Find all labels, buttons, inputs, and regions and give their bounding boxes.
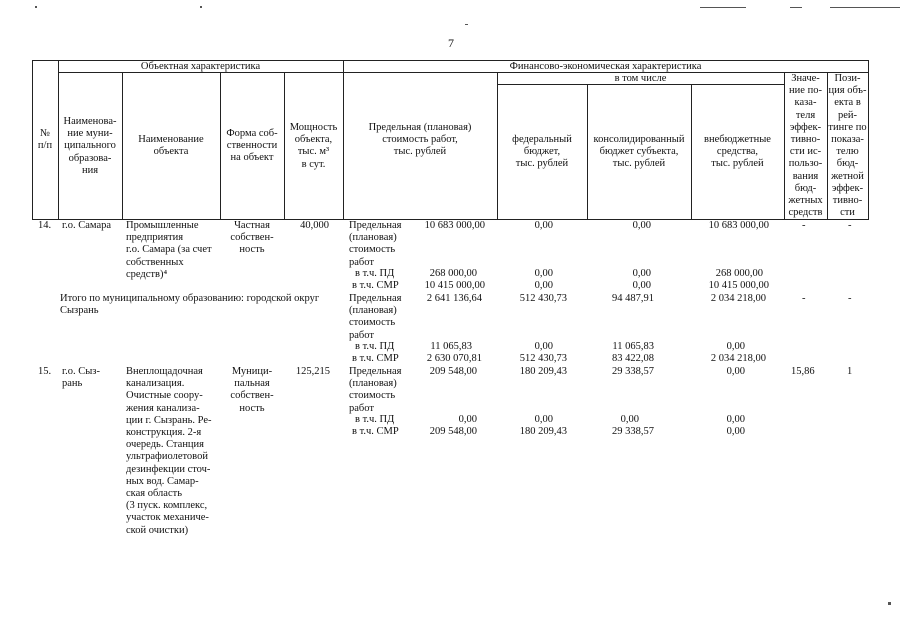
row-capacity: 40,000 — [300, 220, 329, 231]
total-rank: - — [848, 293, 852, 304]
row-smr-offbudget: 0,00 — [726, 426, 745, 437]
total-smr-cost: 2 630 070,81 — [426, 353, 482, 364]
header-col-efficiency: Значе- ние по- каза- теля эффек- тивно- сти ис- пользо- вания бюд- жетных средств — [788, 73, 823, 219]
row-efficiency: - — [802, 220, 806, 231]
row-offbudget: 0,00 — [726, 366, 745, 377]
row-object-name: Промышленные предприятия г.о. Самара (за счет собственных средств)⁴ — [126, 220, 212, 280]
row-consolidated: 0,00 — [632, 220, 651, 231]
row-cost-label: Предельная (плановая) стоимость работ — [349, 366, 402, 414]
header-col-offbudget: внебюджетные средства, тыс. рублей — [704, 134, 771, 170]
row-smr-cost: 209 548,00 — [429, 426, 477, 437]
total-smr-consolidated: 83 422,08 — [612, 353, 654, 364]
scan-speck — [888, 602, 891, 605]
total-cost-label: Предельная (плановая) стоимость работ — [349, 293, 402, 341]
row-smr-label: в т.ч. СМР — [352, 426, 399, 437]
row-cost: 10 683 000,00 — [424, 220, 485, 231]
total-smr-label: в т.ч. СМР — [352, 353, 399, 364]
row-pd-label: в т.ч. ПД — [355, 268, 395, 279]
header-col-object-name: Наименование объекта — [138, 134, 204, 158]
total-pd-label: в т.ч. ПД — [355, 341, 395, 352]
header-col-rank: Пози- ция объ- екта в рей- тинге по показа- телю бюд- жетной эффек- тивно- сти — [828, 73, 867, 219]
header-group-object: Объектная характеристика — [140, 61, 261, 72]
total-consolidated: 94 487,91 — [612, 293, 654, 304]
row-smr-consolidated: 0,00 — [632, 280, 651, 291]
row-pd-offbudget: 268 000,00 — [715, 268, 763, 279]
scan-speck — [35, 6, 37, 8]
header-col-number: № п/п — [37, 128, 53, 152]
row-municipality: г.о. Сыз- рань — [62, 366, 100, 390]
row-pd-cost: 268 000,00 — [429, 268, 477, 279]
header-col-cost: Предельная (плановая) стоимость работ, тыс. рублей — [368, 122, 472, 158]
row-number: 15. — [38, 366, 52, 377]
scan-speck — [200, 6, 202, 8]
page-number: 7 — [448, 36, 454, 50]
row-ownership: Частная собствен- ность — [230, 220, 274, 256]
row-smr-federal: 180 209,43 — [519, 426, 567, 437]
row-smr-consolidated: 29 338,57 — [612, 426, 654, 437]
header-col-municipality: Наименова- ние муни- ципального образова- ния — [63, 116, 117, 176]
row-rank: - — [848, 220, 852, 231]
scan-speck — [790, 7, 802, 8]
row-federal: 0,00 — [534, 220, 553, 231]
row-cost-label: Предельная (плановая) стоимость работ — [349, 220, 402, 268]
row-offbudget: 10 683 000,00 — [708, 220, 769, 231]
row-pd-federal: 0,00 — [534, 268, 553, 279]
scan-speck — [830, 7, 900, 8]
header-col-federal: федеральный бюджет, тыс. рублей — [512, 134, 572, 170]
total-pd-cost: 11 065,83 — [430, 341, 472, 352]
total-smr-offbudget: 2 034 218,00 — [710, 353, 766, 364]
total-pd-consolidated: 11 065,83 — [612, 341, 654, 352]
header-col-consolidated: консолидированный бюджет субъекта, тыс. рублей — [593, 134, 685, 170]
row-smr-cost: 10 415 000,00 — [424, 280, 485, 291]
row-rank: 1 — [847, 366, 853, 377]
header-group-finance: Финансово-экономическая характеристика — [509, 61, 702, 72]
total-pd-federal: 0,00 — [534, 341, 553, 352]
row-pd-label: в т.ч. ПД — [355, 414, 395, 425]
row-cost: 209 548,00 — [429, 366, 477, 377]
row-pd-federal: 0,00 — [534, 414, 553, 425]
header-col-ownership: Форма соб- ственности на объект — [226, 128, 278, 164]
row-smr-federal: 0,00 — [534, 280, 553, 291]
row-efficiency: 15,86 — [791, 366, 815, 377]
total-efficiency: - — [802, 293, 806, 304]
row-consolidated: 29 338,57 — [612, 366, 654, 377]
header-col-capacity: Мощность объекта, тыс. м³ в сут. — [289, 122, 338, 170]
total-cost: 2 641 136,64 — [426, 293, 482, 304]
total-offbudget: 2 034 218,00 — [710, 293, 766, 304]
header-including: в том числе — [614, 73, 667, 84]
row-pd-cost: 0,00 — [458, 414, 477, 425]
row-smr-offbudget: 10 415 000,00 — [708, 280, 769, 291]
row-capacity: 125,215 — [295, 366, 330, 377]
row-pd-offbudget: 0,00 — [726, 414, 745, 425]
total-federal: 512 430,73 — [519, 293, 567, 304]
total-smr-federal: 512 430,73 — [519, 353, 567, 364]
row-federal: 180 209,43 — [519, 366, 567, 377]
row-municipality: г.о. Самара — [62, 220, 112, 231]
row-pd-consolidated: 0,00 — [632, 268, 651, 279]
total-label: Итого по муниципальному образованию: городской округ Сызрань — [60, 293, 320, 317]
total-pd-offbudget: 0,00 — [726, 341, 745, 352]
scan-speck — [700, 7, 746, 8]
row-smr-label: в т.ч. СМР — [352, 280, 399, 291]
row-ownership: Муници- пальная собствен- ность — [230, 366, 274, 414]
scan-speck — [465, 24, 468, 25]
row-object-name: Внеплощадочная канализация. Очистные соору- жения канализа- ции г. Сызрань. Ре- конструкция. 2-я очередь. Станция ультрафиолетовой дезинфекции сточ- ных вод. Самар- ская область (3 пуск. комплекс, участок механиче- ской очистки) — [126, 366, 212, 536]
row-pd-consolidated: 0,00 — [620, 414, 639, 425]
row-number: 14. — [38, 220, 52, 231]
